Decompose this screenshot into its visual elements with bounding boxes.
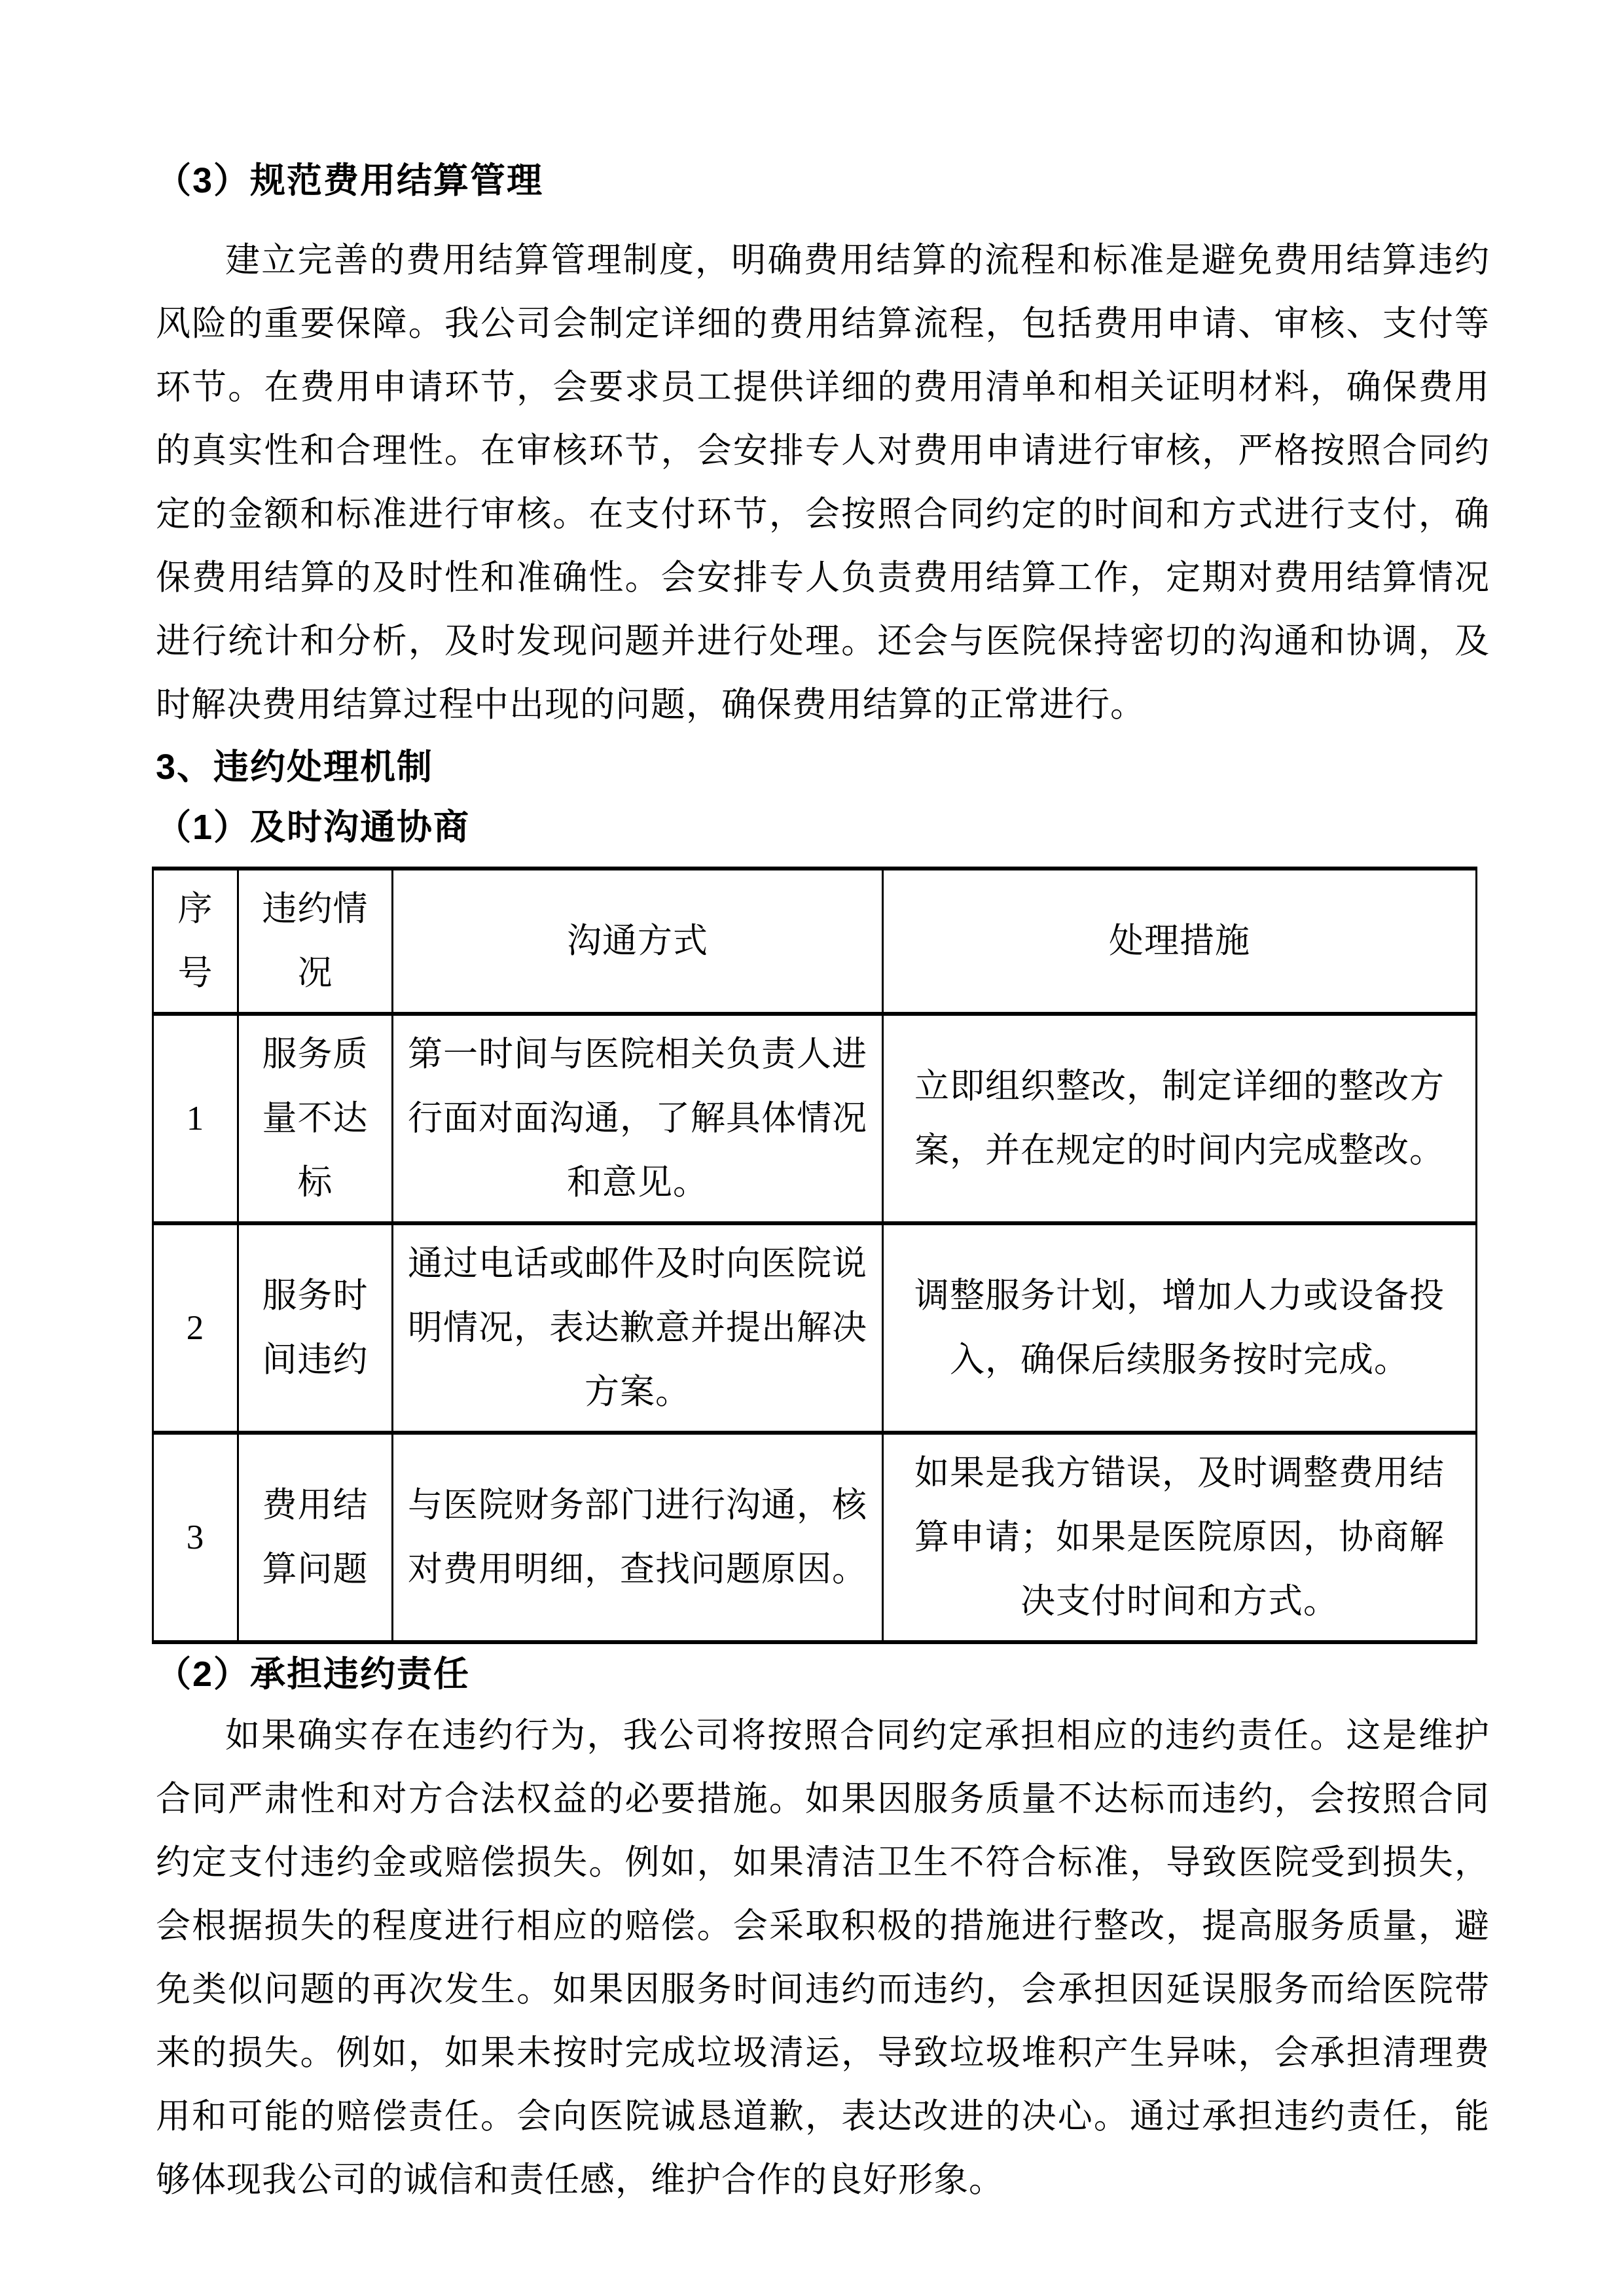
table-row xyxy=(153,1433,1477,1642)
cell-breach-situation: 服务时间违约 xyxy=(238,1223,393,1433)
cell-serial-no: 1 xyxy=(153,1014,238,1223)
cell-breach-situation: 服务质量不达标 xyxy=(238,1014,393,1223)
breach-liability-paragraph: 如果确实存在违约行为，我公司将按照合同约定承担相应的违约责任。这是维护合同严肃性和对方合法权益的必要措施。如果因服务质量不达标而违约，会按照合同约定支付违约金或赔偿损失。例如，如果清洁卫生不符合标准，导致医院受到损失，会根据损失的程度进行相应的赔偿。会采取积极的措施进行整改，提高服务质量，避免类似问题的再次发生。如果因服务时间违约而违约，会承担因延误服务而给医院带来的损失。例如，如果未按时完成垃圾清运，导致垃圾堆积产生异味，会承担清理费用和可能的赔偿责任。会向医院诚恳道歉，表达改进的决心。通过承担违约责任，能够体现我公司的诚信和责任感，维护合作的良好形象。 xyxy=(156,1717,1490,2199)
cell-breach-situation: 费用结算问题 xyxy=(238,1433,393,1642)
heading-timely-communication: （1）及时沟通协商 xyxy=(156,808,471,847)
heading-breach-handling-mechanism: 3、违约处理机制 xyxy=(156,747,434,787)
breach-handling-table xyxy=(152,867,1477,1644)
col-header-communication-method: 沟通方式 xyxy=(393,869,883,1014)
cell-communication-method: 第一时间与医院相关负责人进行面对面沟通，了解具体情况和意见。 xyxy=(393,1014,883,1223)
table-header-row xyxy=(153,869,1477,1014)
cell-handling-measure: 如果是我方错误，及时调整费用结算申请；如果是医院原因，协商解决支付时间和方式。 xyxy=(883,1433,1477,1642)
table-row xyxy=(153,1223,1477,1433)
cell-serial-no: 3 xyxy=(153,1433,238,1642)
fee-settlement-paragraph: 建立完善的费用结算管理制度，明确费用结算的流程和标准是避免费用结算违约风险的重要保障。我公司会制定详细的费用结算流程，包括费用申请、审核、支付等环节。在费用申请环节，会要求员工提供详细的费用清单和相关证明材料，确保费用的真实性和合理性。在审核环节，会安排专人对费用申请进行审核，严格按照合同约定的金额和标准进行审核。在支付环节，会按照合同约定的时间和方式进行支付，确保费用结算的及时性和准确性。会安排专人负责费用结算工作，定期对费用结算情况进行统计和分析，及时发现问题并进行处理。还会与医院保持密切的沟通和协调，及时解决费用结算过程中出现的问题，确保费用结算的正常进行。 xyxy=(156,242,1490,724)
col-header-handling-measure: 处理措施 xyxy=(883,869,1477,1014)
cell-communication-method: 通过电话或邮件及时向医院说明情况，表达歉意并提出解决方案。 xyxy=(393,1223,883,1433)
heading-assume-breach-liability: （2）承担违约责任 xyxy=(156,1655,471,1694)
col-header-serial-no: 序号 xyxy=(153,869,238,1014)
table-row xyxy=(153,1014,1477,1223)
col-header-breach-situation: 违约情况 xyxy=(238,869,393,1014)
section-heading-fee-settlement: （3）规范费用结算管理 xyxy=(156,161,544,200)
cell-handling-measure: 调整服务计划，增加人力或设备投入，确保后续服务按时完成。 xyxy=(883,1223,1477,1433)
cell-handling-measure: 立即组织整改，制定详细的整改方案，并在规定的时间内完成整改。 xyxy=(883,1014,1477,1223)
cell-serial-no: 2 xyxy=(153,1223,238,1433)
cell-communication-method: 与医院财务部门进行沟通，核对费用明细，查找问题原因。 xyxy=(393,1433,883,1642)
